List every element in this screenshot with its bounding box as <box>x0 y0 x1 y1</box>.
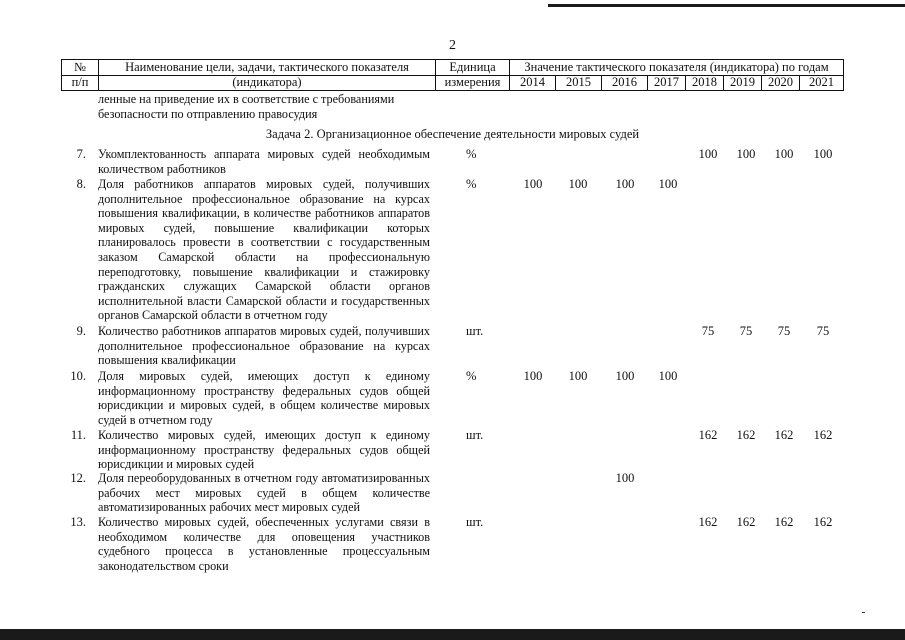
row-number: 13. <box>70 515 86 529</box>
row-value: 100 <box>523 177 543 191</box>
header-year: 2019 <box>724 75 762 91</box>
row-value: 162 <box>774 515 794 529</box>
row-value: 100 <box>698 147 718 161</box>
row-name: Доля мировых судей, имеющих доступ к единому информационному пространству федеральных судов общей юрисдикции и мировых судей, в общем количестве мировых судей в отчетном году <box>98 369 430 427</box>
row-value: 100 <box>658 177 678 191</box>
row-number: 8. <box>76 177 86 191</box>
row-unit: % <box>466 369 477 383</box>
header-unit-sub: измерения <box>436 75 510 91</box>
page-number: 2 <box>449 38 456 53</box>
task-title: Задача 2. Организационное обеспечение деятельности мировых судей <box>265 127 640 141</box>
header-name: Наименование цели, задачи, тактического показателя <box>99 60 436 76</box>
row-value: 162 <box>813 428 833 442</box>
header-year: 2017 <box>648 75 686 91</box>
row-number: 12. <box>70 471 86 485</box>
row-unit: шт. <box>466 515 484 529</box>
row-name: Доля работников аппаратов мировых судей, получивших дополнительное профессиональное образование на курсах повышения квалификации, в количестве работников аппаратов мировых судей, повышение квалификации которых планировалось провести в соответствии с государственным заказом Самарской области на профессиональную переподготовку, повышение квалификации и стажировку гражданских служащих Самарской области органов исполнительной власти Самарской области и государственных органов Самарской области в отчетном году <box>98 177 430 323</box>
scan-edge-bottom <box>0 629 905 640</box>
table-header <box>61 59 844 91</box>
row-value: 100 <box>523 369 543 383</box>
row-value: 100 <box>568 177 588 191</box>
header-values: Значение тактического показателя (индикатора) по годам <box>510 60 844 76</box>
row-number: 7. <box>76 147 86 161</box>
row-value: 75 <box>701 324 715 338</box>
row-value: 100 <box>774 147 794 161</box>
row-unit: шт. <box>466 324 484 338</box>
header-year: 2014 <box>510 75 556 91</box>
row-name: Доля переоборудованных в отчетном году автоматизированных рабочих мест мировых судей в общем количестве автоматизированных рабочих мест мировых судей <box>98 471 430 515</box>
header-name-sub: (индикатора) <box>99 75 436 91</box>
row-value: 100 <box>615 369 635 383</box>
row-value: 100 <box>736 147 756 161</box>
row-name: Укомплектованность аппарата мировых судей необходимым количеством работников <box>98 147 430 176</box>
row-value: 162 <box>736 515 756 529</box>
row-value: 100 <box>813 147 833 161</box>
header-year: 2016 <box>602 75 648 91</box>
row-number: 10. <box>70 369 86 383</box>
header-num: № <box>62 60 99 76</box>
row-number: 9. <box>76 324 86 338</box>
header-unit: Единица <box>436 60 510 76</box>
row-value: 162 <box>698 428 718 442</box>
row-value: 100 <box>615 471 635 485</box>
row-value: 100 <box>568 369 588 383</box>
row-value: 162 <box>736 428 756 442</box>
scan-edge-top <box>548 4 905 7</box>
header-year: 2018 <box>686 75 724 91</box>
row-unit: % <box>466 177 477 191</box>
row-value: 75 <box>816 324 830 338</box>
row-value: 100 <box>615 177 635 191</box>
row-value: 100 <box>658 369 678 383</box>
row-value: 162 <box>774 428 794 442</box>
row-value: 162 <box>813 515 833 529</box>
continuation-text: ленные на приведение их в соответствие с требованиями безопасности по отправлению правосудия <box>98 92 395 121</box>
header-year: 2020 <box>762 75 800 91</box>
row-value: 75 <box>739 324 753 338</box>
row-unit: % <box>466 147 477 161</box>
row-value: 75 <box>777 324 791 338</box>
header-year: 2021 <box>800 75 844 91</box>
row-name: Количество мировых судей, обеспеченных услугами связи в необходимом количестве для оповещения участников судебного процесса в установленные процессуальным законодательством сроки <box>98 515 430 573</box>
row-name: Количество мировых судей, имеющих доступ к единому информационному пространству федеральных судов общей юрисдикции и мировых судей <box>98 428 430 472</box>
row-value: 162 <box>698 515 718 529</box>
row-name: Количество работников аппаратов мировых судей, получивших дополнительное профессиональное образование на курсах повышения квалификации <box>98 324 430 368</box>
header-num-sub: п/п <box>62 75 99 91</box>
scan-speck <box>862 612 865 613</box>
header-year: 2015 <box>556 75 602 91</box>
row-number: 11. <box>70 428 86 442</box>
row-unit: шт. <box>466 428 484 442</box>
